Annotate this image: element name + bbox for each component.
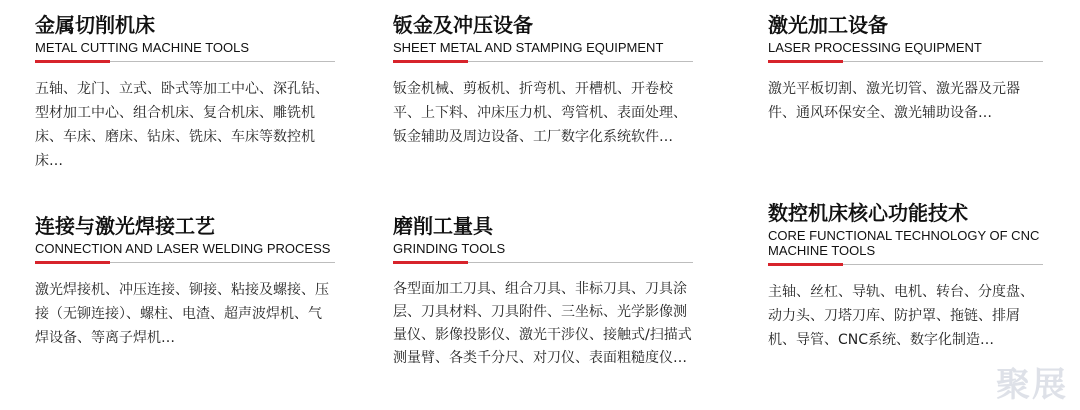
card-subtitle-line1: CORE FUNCTIONAL TECHNOLOGY OF CNC xyxy=(768,228,1040,243)
watermark-logo: 聚展 xyxy=(996,365,1068,405)
card-divider xyxy=(35,262,335,264)
card-title: 数控机床核心功能技术 xyxy=(768,201,968,225)
card-divider xyxy=(768,264,1043,266)
card-title: 钣金及冲压设备 xyxy=(393,13,533,37)
card-description: 各型面加工刀具、组合刀具、非标刀具、刀具涂层、刀具材料、刀具附件、三坐标、光学影像测量仪、影像投影仪、激光干涉仪、接触式/扫描式测量臂、各类千分尺、对刀仪、表面粗糙度仪… xyxy=(393,281,692,366)
category-card-metal-cutting xyxy=(35,12,335,173)
card-divider xyxy=(768,61,1043,63)
card-title: 磨削工量具 xyxy=(393,214,493,238)
category-card-sheet-metal xyxy=(393,12,693,149)
card-subtitle: LASER PROCESSING EQUIPMENT xyxy=(768,40,982,55)
card-description: 钣金机械、剪板机、折弯机、开槽机、开卷校平、上下料、冲床压力机、弯管机、表面处理、钣金辅助及周边设备、工厂数字化系统软件… xyxy=(393,81,687,145)
card-description: 主轴、丝杠、导轨、电机、转台、分度盘、动力头、刀塔刀库、防护罩、拖链、排屑机、导管、CNC系统、数字化制造… xyxy=(768,284,1034,348)
card-subtitle: CONNECTION AND LASER WELDING PROCESS xyxy=(35,241,331,256)
card-divider xyxy=(35,61,335,63)
card-subtitle: SHEET METAL AND STAMPING EQUIPMENT xyxy=(393,40,664,55)
card-description: 激光平板切割、激光切管、激光器及元器件、通风环保安全、激光辅助设备… xyxy=(768,81,1020,121)
card-subtitle-line2: MACHINE TOOLS xyxy=(768,243,876,258)
card-subtitle: METAL CUTTING MACHINE TOOLS xyxy=(35,40,250,55)
category-card-cnc-core-tech xyxy=(768,200,1043,352)
card-title: 激光加工设备 xyxy=(768,13,888,37)
category-card-laser-processing xyxy=(768,12,1043,125)
card-subtitle: GRINDING TOOLS xyxy=(393,241,506,256)
card-description: 激光焊接机、冲压连接、铆接、粘接及螺接、压接（无铆连接）、螺柱、电渣、超声波焊机、气焊设备、等离子焊机… xyxy=(35,282,329,346)
card-divider xyxy=(393,61,693,63)
category-card-welding xyxy=(35,213,335,350)
card-divider xyxy=(393,262,693,264)
card-title: 金属切削机床 xyxy=(35,13,155,37)
card-title: 连接与激光焊接工艺 xyxy=(35,214,215,238)
card-description: 五轴、龙门、立式、卧式等加工中心、深孔钻、型材加工中心、组合机床、复合机床、雕铣机床、车床、磨床、钻床、铣床、车床等数控机床… xyxy=(35,81,329,169)
category-card-grinding-tools xyxy=(393,213,693,370)
